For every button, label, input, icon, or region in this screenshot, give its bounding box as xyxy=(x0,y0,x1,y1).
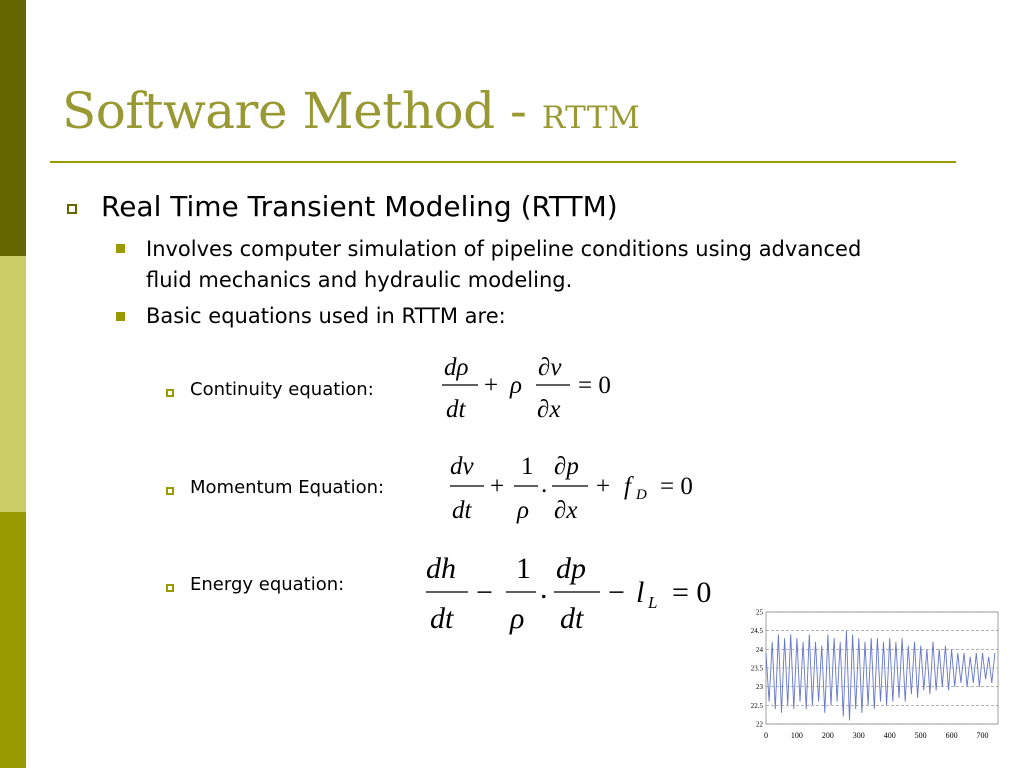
pressure-trend-chart xyxy=(744,606,1004,746)
svg-text:dp: dp xyxy=(556,552,586,585)
sidebar-band-middle xyxy=(0,256,26,512)
slide-title-acronym: RTTM xyxy=(541,100,641,136)
sidebar-band-top xyxy=(0,0,26,256)
svg-text:1: 1 xyxy=(521,453,534,480)
svg-text:∂p: ∂p xyxy=(554,453,579,480)
svg-text:−: − xyxy=(608,576,625,609)
svg-text:∂x: ∂x xyxy=(537,396,561,423)
chart-x-tick-label: 500 xyxy=(914,731,927,740)
svg-text:.: . xyxy=(541,471,548,498)
svg-text:dt: dt xyxy=(430,602,454,635)
chart-y-tick-label: 23 xyxy=(756,683,763,692)
svg-text:dv: dv xyxy=(450,453,474,480)
svg-text:∂v: ∂v xyxy=(538,354,562,381)
sidebar-band-bottom xyxy=(0,512,26,768)
level3-bullet-icon xyxy=(166,389,174,397)
chart-y-tick-label: 25 xyxy=(756,608,763,617)
slide-title-main: Software Method - xyxy=(62,82,542,140)
svg-text:.: . xyxy=(540,572,548,605)
chart-x-tick-label: 0 xyxy=(764,731,768,740)
chart-series-group xyxy=(766,631,995,721)
bullet-involves: Involves computer simulation of pipeline conditions using advanced fluid mechanics and hydraulic modeling. xyxy=(146,237,862,292)
svg-text:ρ: ρ xyxy=(510,372,522,399)
chart-series-line xyxy=(766,631,995,721)
chart-x-tick-label: 200 xyxy=(821,731,834,740)
continuity-equation xyxy=(440,345,640,430)
svg-text:L: L xyxy=(648,593,658,612)
svg-text:1: 1 xyxy=(516,552,531,585)
chart-x-tick-label: 600 xyxy=(945,731,958,740)
svg-text:= 0: = 0 xyxy=(660,473,693,500)
svg-text:dρ: dρ xyxy=(444,354,469,381)
svg-text:+: + xyxy=(490,473,505,500)
chart-x-tick-label: 100 xyxy=(790,731,803,740)
svg-text:∂x: ∂x xyxy=(554,497,578,524)
bullet-basic-equations: Basic equations used in RTTM are: xyxy=(146,304,506,328)
chart-x-tick-labels xyxy=(764,731,989,740)
chart-x-tick-label: 400 xyxy=(883,731,896,740)
bullet-rttm: Real Time Transient Modeling (RTTM) xyxy=(101,190,618,223)
slide-title xyxy=(62,82,640,140)
svg-text:dt: dt xyxy=(560,602,584,635)
svg-text:l: l xyxy=(636,576,645,609)
chart-x-tick-label: 700 xyxy=(976,731,989,740)
level3-bullet-icon xyxy=(166,584,174,592)
title-divider xyxy=(50,161,956,163)
level2-bullet-icon xyxy=(116,312,125,321)
chart-y-tick-label: 22.5 xyxy=(750,701,763,710)
svg-text:−: − xyxy=(476,576,493,609)
svg-text:= 0: = 0 xyxy=(578,372,611,399)
svg-text:ρ: ρ xyxy=(510,602,525,635)
svg-text:= 0: = 0 xyxy=(672,576,712,609)
momentum-equation xyxy=(448,448,718,528)
chart-y-tick-label: 24.5 xyxy=(750,627,763,636)
chart-y-tick-label: 23.5 xyxy=(750,664,763,673)
svg-text:D: D xyxy=(636,487,647,503)
svg-text:f: f xyxy=(624,473,631,500)
level3-bullet-icon xyxy=(166,487,174,495)
chart-y-tick-label: 24 xyxy=(756,645,763,654)
level2-bullet-icon xyxy=(116,244,125,253)
svg-text:ρ: ρ xyxy=(517,497,529,524)
energy-equation xyxy=(424,548,734,638)
chart-y-tick-labels xyxy=(751,609,764,729)
svg-text:dt: dt xyxy=(446,396,466,423)
svg-text:dt: dt xyxy=(452,497,472,524)
label-continuity: Continuity equation: xyxy=(190,379,374,400)
chart-x-tick-label: 300 xyxy=(852,731,865,740)
sidebar-decoration xyxy=(0,0,26,768)
label-momentum: Momentum Equation: xyxy=(190,477,385,498)
label-energy: Energy equation: xyxy=(190,574,345,595)
svg-text:dh: dh xyxy=(426,552,456,585)
level1-bullet-icon xyxy=(67,204,77,214)
svg-text:+: + xyxy=(596,473,611,500)
chart-y-tick-label: 22 xyxy=(756,720,763,729)
svg-text:+: + xyxy=(484,372,499,399)
